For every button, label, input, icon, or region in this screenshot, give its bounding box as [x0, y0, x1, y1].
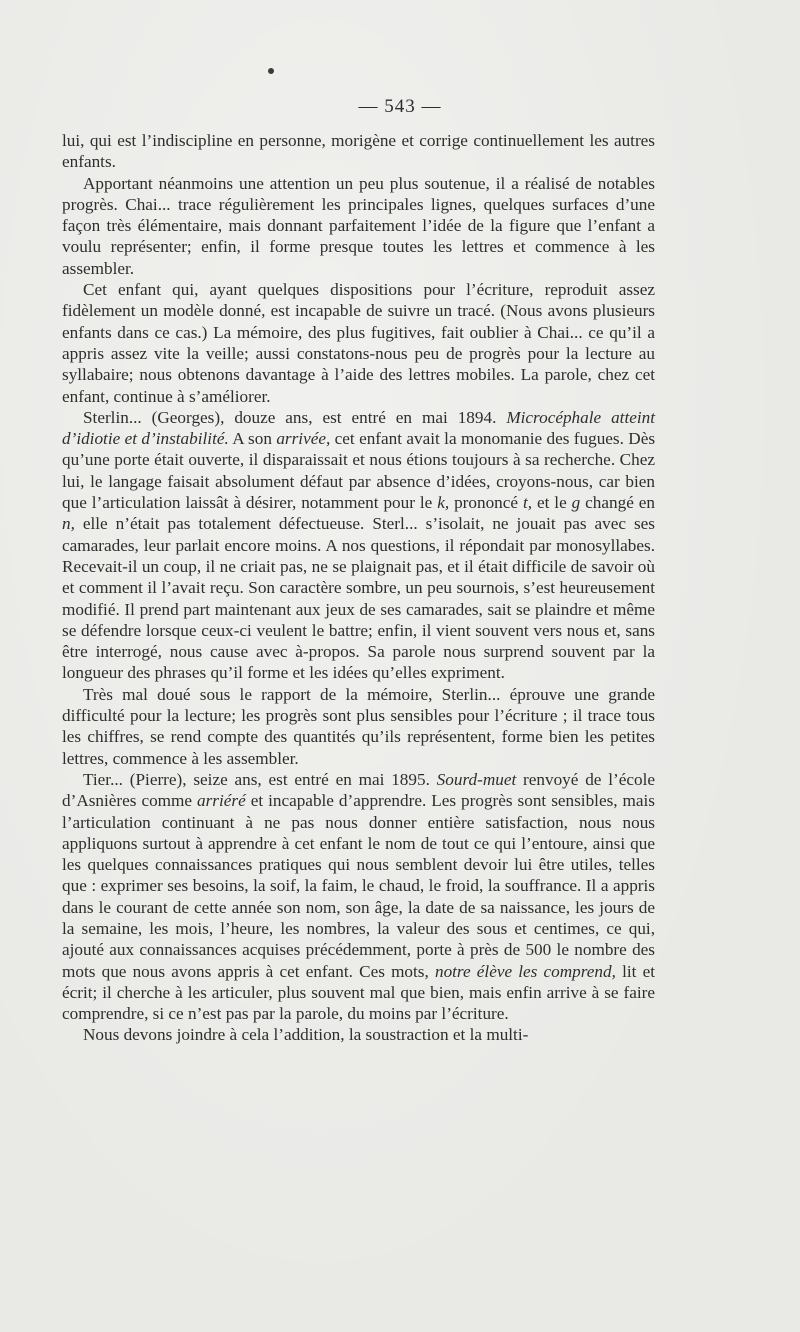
text-run: Tier... (Pierre), seize ans, est entré en mai 1895.	[83, 769, 437, 789]
text-run: et incapable d’apprendre. Les progrès sont sensibles, mais l’articulation continuant à ne pas nous donner entière satisfaction, nous nous appliquons surtout à apprendre à cet enfant le nom de tout ce qui l’entoure, ainsi que les quelques connaissances pratiques qui nous semblent devoir lui être utiles, telles que : exprimer ses besoins, la soif, la faim, le chaud, le froid, la souffrance. Il a appris dans le courant de cette année son nom, son âge, la date de sa naissance, les jours de la semaine, les mois, l’heure, les nombres, la valeur des sous et centimes, ce qui, ajouté aux connaissances acquises précédemment, porte à près de 500 le nombre des mots que nous avons appris à cet enfant. Ces mots,	[62, 791, 655, 981]
text-run: Nous devons joindre à cela l’addition, la soustraction et la multi-	[83, 1025, 529, 1045]
paragraph	[62, 769, 655, 1025]
text-run: prononcé	[449, 493, 523, 513]
text-run: Très mal doué sous le rapport de la mémoire, Sterlin... éprouve une grande difficulté pour la lecture; les progrès sont plus sensibles pour l’écriture ; il trace tous les chiffres, se rend compte des quantités qu’ils représentent, forme bien les petites lettres, commence à les assembler.	[62, 684, 655, 768]
paragraph	[62, 407, 655, 684]
ink-dot-mark	[268, 68, 274, 74]
italic-text: arriéré	[197, 791, 246, 811]
italic-text: n,	[62, 514, 75, 534]
italic-text: k,	[437, 493, 450, 513]
text-run: lui, qui est l’indiscipline en personne, morigène et corrige continuellement les autres enfants.	[62, 131, 655, 172]
text-run: lit et écrit; il cherche à les articuler, plus souvent mal que bien, mais enfin arrive à se faire comprendre, si ce n’est pas par la parole, du moins par l’écriture.	[62, 961, 655, 1024]
text-run: changé en	[580, 493, 655, 513]
paragraph	[62, 684, 655, 769]
text-run: Apportant néanmoins une attention un peu plus soutenue, il a réalisé de notables progrès. Chai... trace régulièrement les principales lignes, quelques surfaces d’une façon très élémentaire, mais donnant parfaitement l’idée de la figure que l’enfant a voulu représenter; enfin, il forme presque toutes les lettres et commence à les assembler.	[62, 173, 655, 278]
body-text	[62, 130, 655, 1046]
italic-text: arrivée,	[276, 429, 331, 449]
text-run: A son	[228, 429, 277, 449]
text-run: Cet enfant qui, ayant quelques dispositions pour l’écriture, reproduit assez fidèlement un modèle donné, est incapable de suivre un tracé. (Nous avons plusieurs enfants dans ce cas.) La mémoire, des plus fugitives, fait oublier à Chai... ce qu’il a appris assez vite la veille; aussi constatons-nous peu de progrès pour la lecture au syllabaire; nous obtenons davantage à l’aide des lettres mobiles. La parole, chez cet enfant, continue à s’améliorer.	[62, 280, 655, 406]
italic-text: notre élève les comprend,	[434, 961, 616, 981]
italic-text: Microcéphale atteint d’idiotie et d’instabilité.	[62, 407, 656, 449]
text-run: elle n’était pas totalement défectueuse. Sterl... s’isolait, ne jouait pas avec ses camarades, leur parlait encore moins. A nos questions, il répondait par monosyllabes. Recevait-il un coup, il ne criait pas, ne se plaignait pas, et il était difficile de savoir où et comment il l’avait reçu. Son caractère sombre, un peu sournois, s’est heureusement modifié. Il prend part maintenant aux jeux de ses camarades, sait se plaindre et même se défendre lorsque ceux-ci veulent le battre; enfin, il vient souvent vers nous et, sans être interrogé, nous cause avec à-propos. Sa parole nous surprend souvent par la longueur des phrases qu’il forme et les idées qu’elles expriment.	[62, 514, 655, 683]
paragraph	[62, 130, 655, 173]
text-run: Sterlin... (Georges), douze ans, est entré en mai 1894.	[83, 407, 507, 427]
text-run: cet enfant avait la monomanie des fugues. Dès qu’une porte était ouverte, il disparaissait et nous étions toujours à sa recherche. Chez lui, le langage faisait absolument défaut par absence d’idées, croyons-nous, car bien que l’articulation laissât à désirer, notamment pour le	[62, 429, 656, 513]
text-run: renvoyé de l’école d’Asnières comme	[62, 769, 655, 811]
italic-text: g	[571, 493, 581, 513]
paragraph	[62, 279, 655, 407]
page-number: — 543 —	[358, 96, 442, 117]
text-run: et le	[532, 493, 572, 513]
paragraph	[62, 1024, 655, 1045]
italic-text: t,	[522, 493, 533, 513]
paragraph	[62, 173, 655, 279]
italic-text: Sourd-muet	[436, 769, 517, 789]
